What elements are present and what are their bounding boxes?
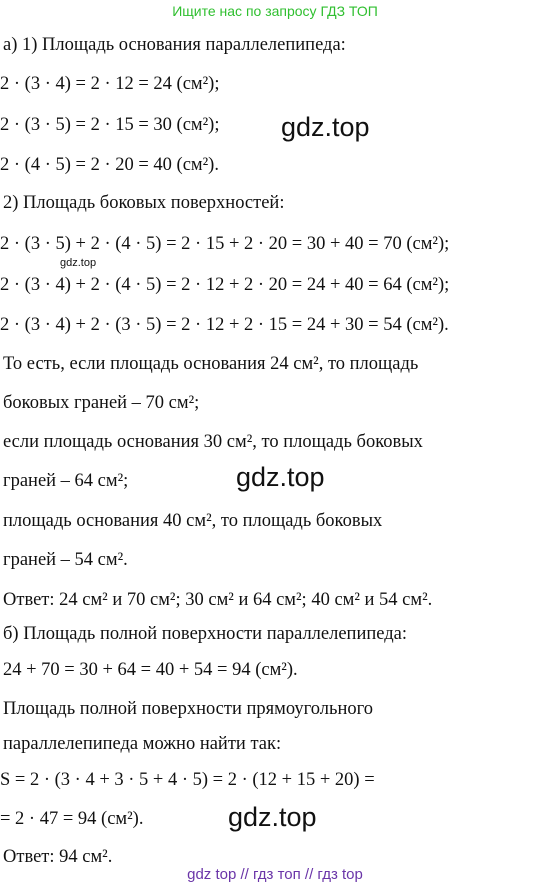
line-total-method-2: параллелепипеда можно найти так: [3,734,282,754]
line-conclusion-6: граней – 54 см². [3,550,128,570]
line-answer-b: Ответ: 94 см². [3,847,113,867]
line-base-area-3: 2 · (4 · 5) = 2 · 20 = 40 (см²). [0,155,219,175]
line-conclusion-3: если площадь основания 30 см², то площадь боковых [3,432,423,452]
line-total-method-1: Площадь полной поверхности прямоугольного [3,699,373,719]
line-base-area-2: 2 · (3 · 5) = 2 · 15 = 30 (см²); [0,115,220,135]
line-part-b-heading: б) Площадь полной поверхности параллелепипеда: [3,624,407,644]
line-conclusion-2: боковых граней – 70 см²; [3,393,200,413]
line-part-a-heading: а) 1) Площадь основания параллелепипеда: [3,35,346,55]
line-base-area-1: 2 · (3 · 4) = 2 · 12 = 24 (см²); [0,74,220,94]
watermark-2: gdz.top [236,462,325,492]
line-answer-a: Ответ: 24 см² и 70 см²; 30 см² и 64 см²; 40 см² и 54 см². [3,590,433,610]
line-formula-1: S = 2 · (3 · 4 + 3 · 5 + 4 · 5) = 2 · (12 + 15 + 20) = [0,770,375,790]
watermark-small: gdz.top [60,257,97,269]
line-formula-2: = 2 · 47 = 94 (см²). [0,809,144,829]
line-conclusion-1: То есть, если площадь основания 24 см², то площадь [3,354,419,374]
line-lateral-3: 2 · (3 · 4) + 2 · (3 · 5) = 2 · 12 + 2 · 15 = 24 + 30 = 54 (см²). [0,315,449,335]
line-lateral-2: 2 · (3 · 4) + 2 · (4 · 5) = 2 · 12 + 2 · 20 = 24 + 40 = 64 (см²); [0,275,450,295]
footer-links: gdz top // гдз топ // гдз top [187,866,363,883]
watermark-1: gdz.top [281,112,370,142]
line-lateral-heading: 2) Площадь боковых поверхностей: [3,193,285,213]
watermark-3: gdz.top [228,802,317,832]
line-conclusion-4: граней – 64 см²; [3,471,129,491]
line-total-area: 24 + 70 = 30 + 64 = 40 + 54 = 94 (см²). [3,660,298,680]
line-conclusion-5: площадь основания 40 см², то площадь боковых [3,511,383,531]
line-lateral-1: 2 · (3 · 5) + 2 · (4 · 5) = 2 · 15 + 2 · 20 = 30 + 40 = 70 (см²); [0,234,450,254]
search-hint-banner: Ищите нас по запросу ГДЗ ТОП [172,3,378,19]
